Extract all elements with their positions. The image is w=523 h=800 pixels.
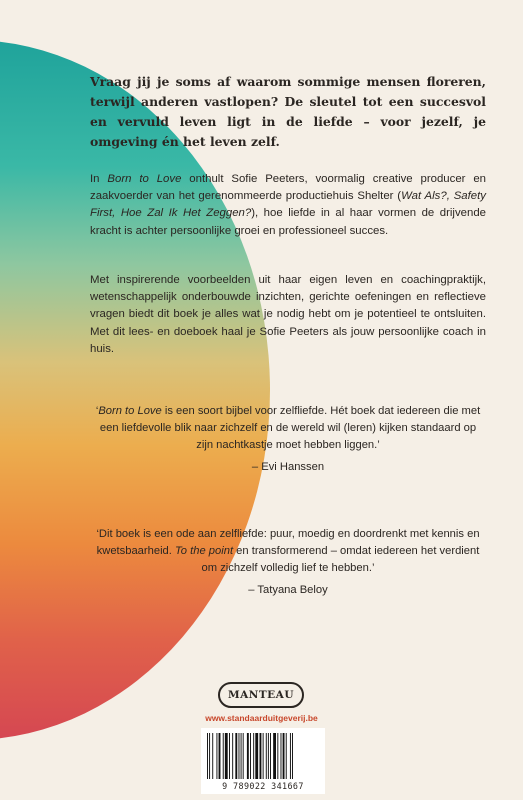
publisher-website: www.standaarduitgeverij.be	[205, 713, 318, 723]
lead-paragraph: Vraag jij je soms af waarom sommige mensen floreren, terwijl anderen vastlopen? De sleutel tot een succesvol en vervuld leven ligt in de liefde – voor jezelf, je omgeving én het leven zelf.	[90, 74, 486, 149]
quote-text: is een soort bijbel voor zelfliefde. Hét boek dat iedereen die met een liefdevolle blik naar zichzelf en de wereld wil (leren) kijken standaard op zijn nachtkastje moet hebben liggen.’	[99, 405, 481, 451]
isbn-number: 9 789022 341667	[222, 781, 304, 791]
book-title: Born to Love	[107, 173, 182, 185]
quote-author: – Evi Hanssen	[251, 461, 325, 473]
intro-text-a: In	[90, 173, 108, 185]
quote-evi-hanssen	[90, 403, 486, 476]
quote-tatyana-beloy	[90, 526, 486, 599]
quote-text-b: en transformerend – omdat iedereen het verdient om zichzelf volledig lief te hebben.’	[201, 545, 480, 574]
quote-italic: To the point	[175, 545, 234, 557]
paragraph-content: Met inspirerende voorbeelden uit haar eigen leven en coachingpraktijk, wetenschappelijk onderbouwde inzichten, gerichte oefeningen en reflectieve vragen biedt dit boek je alles wat je nodig hebt om je potentieel te ontsluiten. Met dit lees- en doeboek haal je Sofie Peeters als jouw persoonlijke coach in huis.	[90, 274, 486, 355]
intro-text-b: onthult Sofie Peeters, voormalig creative producer en zaakvoerder van het gerenommeerde productiehuis Shelter (	[90, 173, 487, 203]
publisher-name: MANTEAU	[228, 689, 294, 701]
show-titles: Wat Als?, Safety First, Hoe Zal Ik Het Zeggen?	[90, 190, 486, 220]
quote-book-title: Born to Love	[98, 405, 162, 417]
barcode-bars	[207, 733, 319, 779]
quote-open: ‘	[95, 405, 99, 417]
paragraph-intro	[90, 171, 486, 240]
barcode	[201, 728, 325, 794]
quote-author: – Tatyana Beloy	[248, 584, 328, 596]
quote-text-a: ‘Dit boek is een ode aan zelfliefde: puur, moedig en doordrenkt met kennis en kwetsbaarheid.	[96, 528, 480, 557]
intro-text-c: ), hoe liefde in al haar vormen de drijvende kracht is achter persoonlijke groei en professioneel succes.	[90, 207, 486, 237]
publisher-logo	[218, 682, 304, 708]
